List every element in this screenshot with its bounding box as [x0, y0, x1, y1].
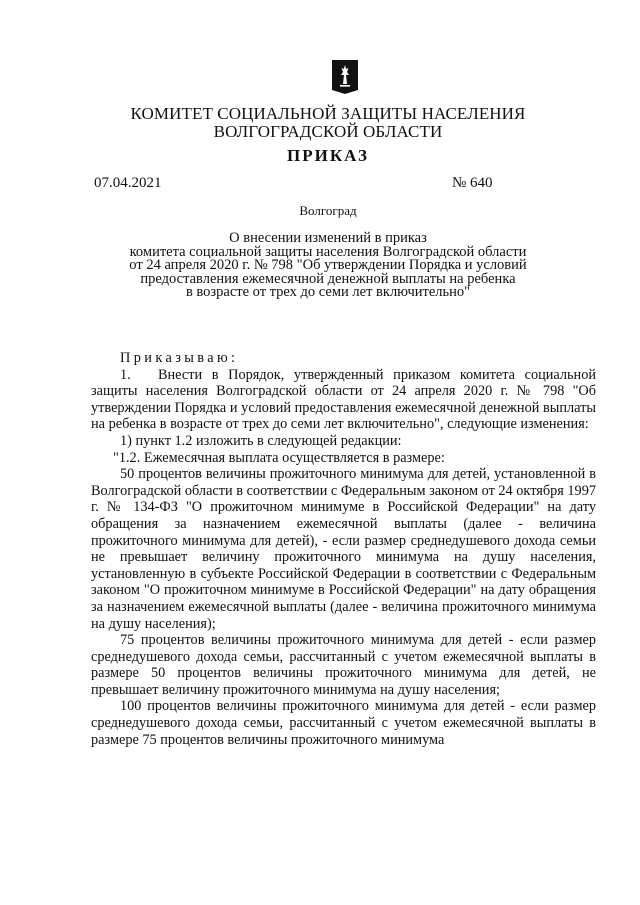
coat-of-arms-emblem — [332, 60, 358, 94]
quote-start: "1.2. Ежемесячная выплата осуществляется в размере: — [113, 449, 445, 466]
document-type-title: ПРИКАЗ — [287, 146, 369, 165]
document-subject — [8, 232, 640, 300]
paragraph-75-percent: 75 процентов величины прожиточного минимума для детей - если размер среднедушевого дохода семьи, рассчитанный с учетом ежемесячной выплаты в размере 50 процентов величины прожиточного минимума для детей, не превышает величину прожиточного минимума на душу населения; — [91, 632, 596, 698]
item-1-number: 1. — [120, 366, 131, 383]
subject-line: комитета социальной защиты населения Волгоградской области — [129, 243, 527, 260]
document-city: Волгоград — [299, 203, 357, 218]
document-date: 07.04.2021 — [94, 175, 162, 191]
item-1-text: Внести в Порядок, утвержденный приказом комитета социальной защиты населения Волгоградской области от 24 апреля 2020 г. № 798 "Об утверждении Порядка и условий предоставления ежемесячной денежной выплаты на ребенка в возрасте от трех до семи лет включительно", следующие изменения: — [91, 366, 596, 433]
subject-line: от 24 апреля 2020 г. № 798 "Об утверждении Порядка и условий — [129, 257, 527, 273]
subitem-1: 1) пункт 1.2 изложить в следующей редакции: — [120, 432, 402, 449]
subject-line: в возрасте от трех до семи лет включительно" — [185, 284, 471, 300]
document-body — [91, 350, 596, 748]
organization-name-line1: КОМИТЕТ СОЦИАЛЬНОЙ ЗАЩИТЫ НАСЕЛЕНИЯ — [130, 104, 526, 123]
item-1-paragraph — [91, 367, 596, 433]
subject-line: предоставления ежемесячной денежной выплаты на ребенка — [140, 270, 516, 287]
document-number: № 640 — [452, 175, 493, 191]
paragraph-50-percent: 50 процентов величины прожиточного минимума для детей, установленной в Волгоградской области в соответствии с Федеральным законом от 24 октября 1997 г. № 134-ФЗ "О прожиточном минимуме в Российской Федерации" на дату обращения за назначением ежемесячной выплаты (далее - величина прожиточного минимума для детей), - если размер среднедушевого дохода семьи не превышает величину прожиточного минимума на душу населения, установленную в субъекте Российской Федерации в соответствии с Федеральным законом "О прожиточном минимуме в Российской Федерации" на дату обращения за назначением ежемесячной выплаты (далее - величина прожиточного минимума на душу населения); — [91, 466, 596, 632]
subject-line: О внесении изменений в приказ — [229, 230, 427, 246]
order-word: Приказываю: — [120, 350, 239, 366]
paragraph-100-percent: 100 процентов величины прожиточного минимума для детей - если размер среднедушевого дохода семьи, рассчитанный с учетом ежемесячной выплаты в размере 75 процентов величины прожиточного минимума — [91, 698, 596, 748]
organization-name-line2: ВОЛГОГРАДСКОЙ ОБЛАСТИ — [213, 122, 443, 141]
